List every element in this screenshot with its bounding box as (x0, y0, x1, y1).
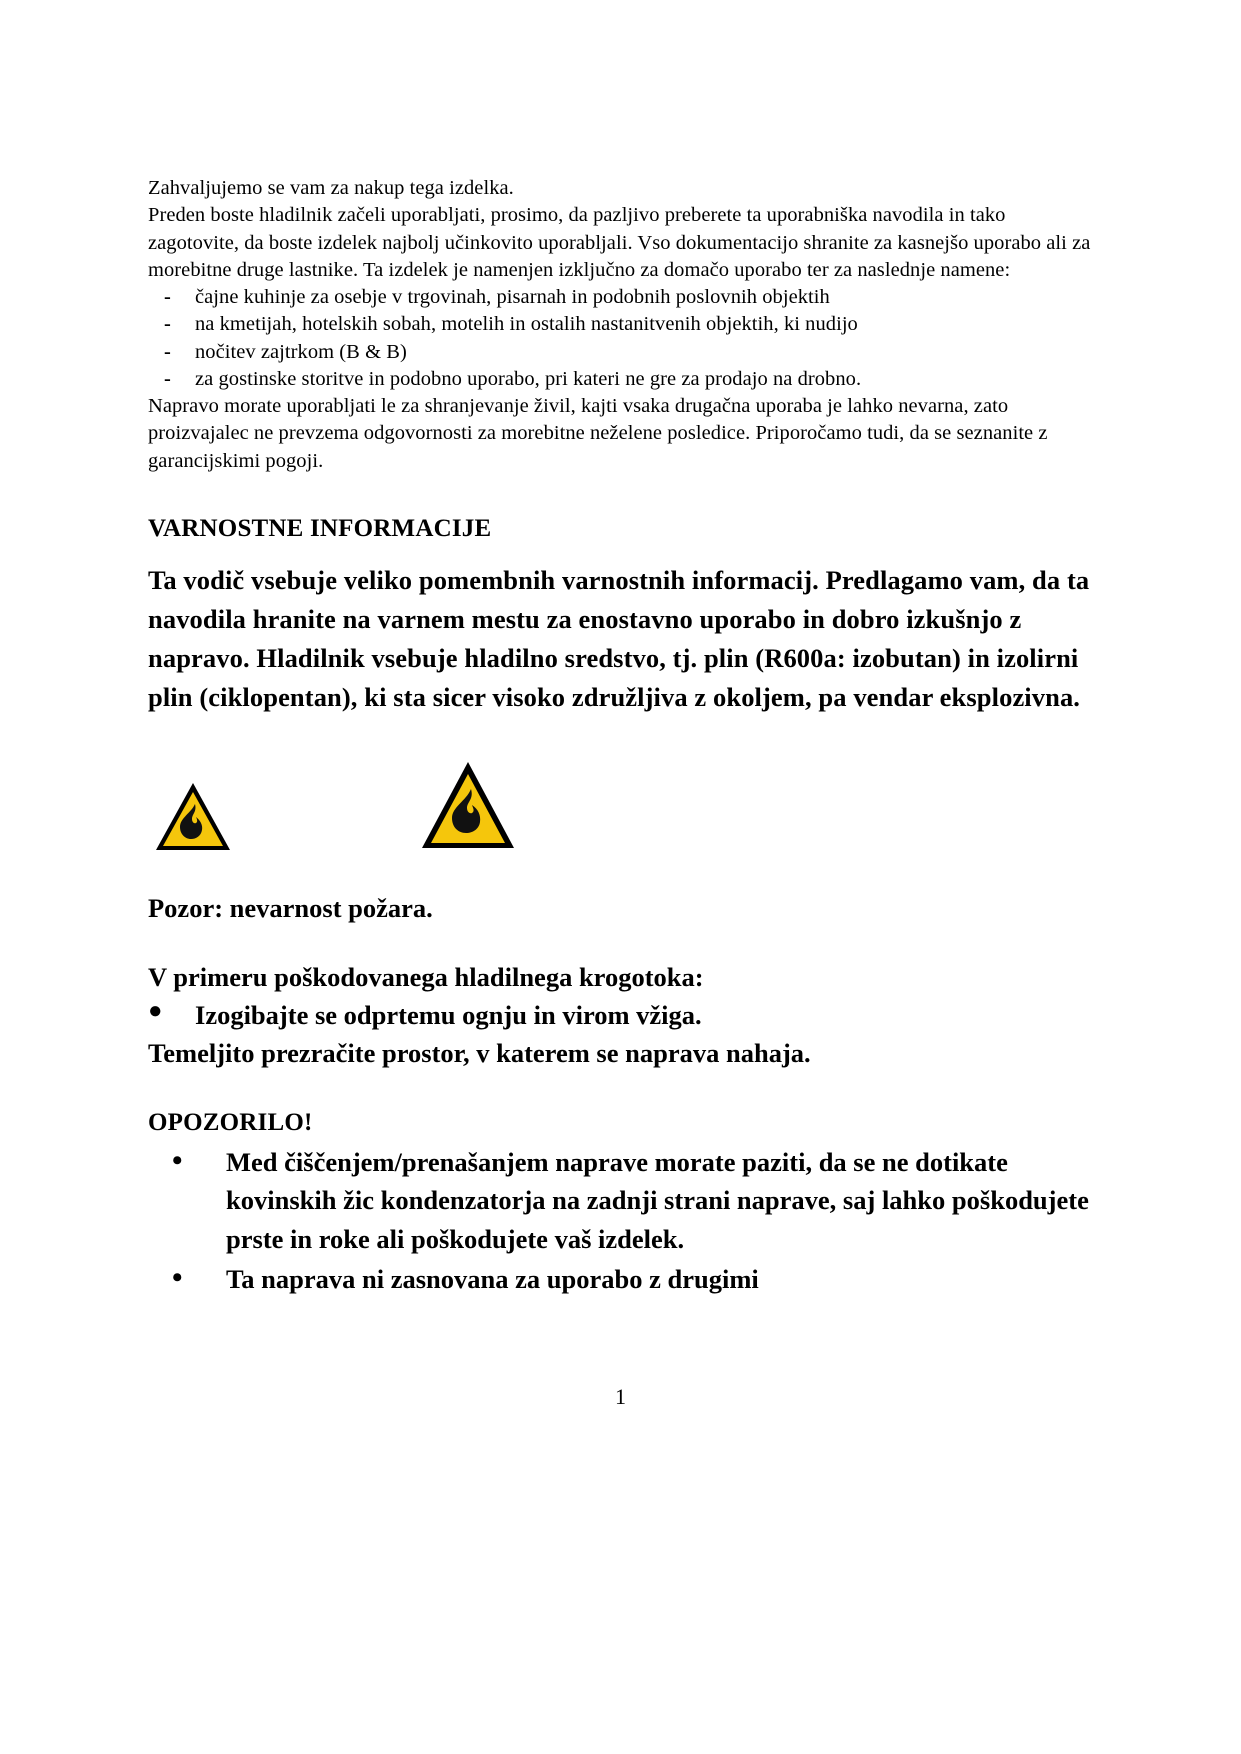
bullet-dot-icon: • (172, 1143, 183, 1177)
list-item (148, 284, 1093, 311)
warning-symbols-row (148, 753, 1093, 863)
list-item (148, 311, 1093, 338)
damaged-circuit-block (148, 958, 1093, 1073)
list-item (148, 339, 1093, 366)
damaged-circuit-bullet-text: Izogibajte se odprtemu ognju in virom vžiga. (195, 999, 702, 1030)
damaged-circuit-bullet (148, 996, 1093, 1034)
list-item-text: Ta naprava ni zasnovana za uporabo z drugimi (226, 1264, 759, 1295)
warning-title: OPOZORILO! (148, 1108, 313, 1136)
bullet-dot-icon: • (172, 1261, 183, 1295)
list-item-text: nočitev zajtrkom (B & B) (195, 340, 407, 363)
dash-marker: - (164, 367, 171, 390)
fire-hazard-caption: Pozor: nevarnost požara. (148, 892, 433, 923)
safety-heading: VARNOSTNE INFORMACIJE (148, 514, 492, 542)
intro-closing-paragraph: Napravo morate uporabljati le za shranjevanje živil, kajti vsaka drugačna uporaba je lahko nevarna, zato proizvajalec ne prevzema odgovornosti za morebitne neželene posledice. Priporočamo tudi, da se seznanite z garancijskimi pogoji. (148, 395, 1048, 472)
list-item-text: čajne kuhinje za osebje v trgovinah, pisarnah in podobnih poslovnih objektih (195, 286, 830, 308)
list-item-text: Med čiščenjem/prenašanjem naprave morate paziti, da se ne dotikate kovinskih žic kondenzatorja na zadnji strani naprave, saj lahko poškodujete prste in roke ali poškodujete vaš izdelek. (226, 1146, 1089, 1254)
list-item (148, 366, 1093, 393)
damaged-circuit-title: V primeru poškodovanega hladilnega krogotoka: (148, 961, 704, 992)
list-item-text: na kmetijah, hotelskih sobah, motelih in ostalih nastanitvenih objektih, ki nudijo (195, 313, 858, 336)
page-number: 1 (615, 1384, 626, 1409)
intro-dash-list (148, 284, 1093, 393)
damaged-circuit-ventilate-line: Temeljito prezračite prostor, v katerem se naprava nahaja. (148, 1038, 811, 1069)
intro-section (148, 175, 1093, 475)
list-item (148, 1260, 1093, 1298)
list-item-text: za gostinske storitve in podobno uporabo, pri kateri ne gre za prodajo na drobno. (195, 367, 862, 390)
flammable-warning-symbol-large (418, 758, 518, 863)
flammable-warning-symbol-small (153, 778, 233, 863)
intro-paragraph: Preden boste hladilnik začeli uporabljati, prosimo, da pazljivo preberete ta uporabniška navodila in tako zagotovite, da boste izdelek najbolj učinkovito uporabljali. Vso dokumentacijo shranite za kasnejšo uporabo ali za morebitne druge lastnike. Ta izdelek je namenjen izključno za domačo uporabo ter za naslednje namene: (148, 204, 1091, 281)
list-item (148, 1143, 1093, 1258)
warning-list (148, 1143, 1093, 1299)
bullet-dot-icon: ● (148, 997, 163, 1024)
safety-body-text: Ta vodič vsebuje veliko pomembnih varnostnih informacij. Predlagamo vam, da ta navodila hranite na varnem mestu za enostavno uporabo in dobro izkušnjo z napravo. Hladilnik vsebuje hladilno sredstvo, tj. plin (R600a: izobutan) in izolirni plin (ciklopentan), ki sta sicer visoko združljiva z okoljem, pa vendar eksplozivna. (148, 564, 1090, 712)
intro-thanks-line: Zahvaljujemo se vam za nakup tega izdelka. (148, 177, 514, 199)
dash-marker: - (164, 313, 171, 336)
dash-marker: - (164, 286, 171, 308)
dash-marker: - (164, 340, 171, 363)
